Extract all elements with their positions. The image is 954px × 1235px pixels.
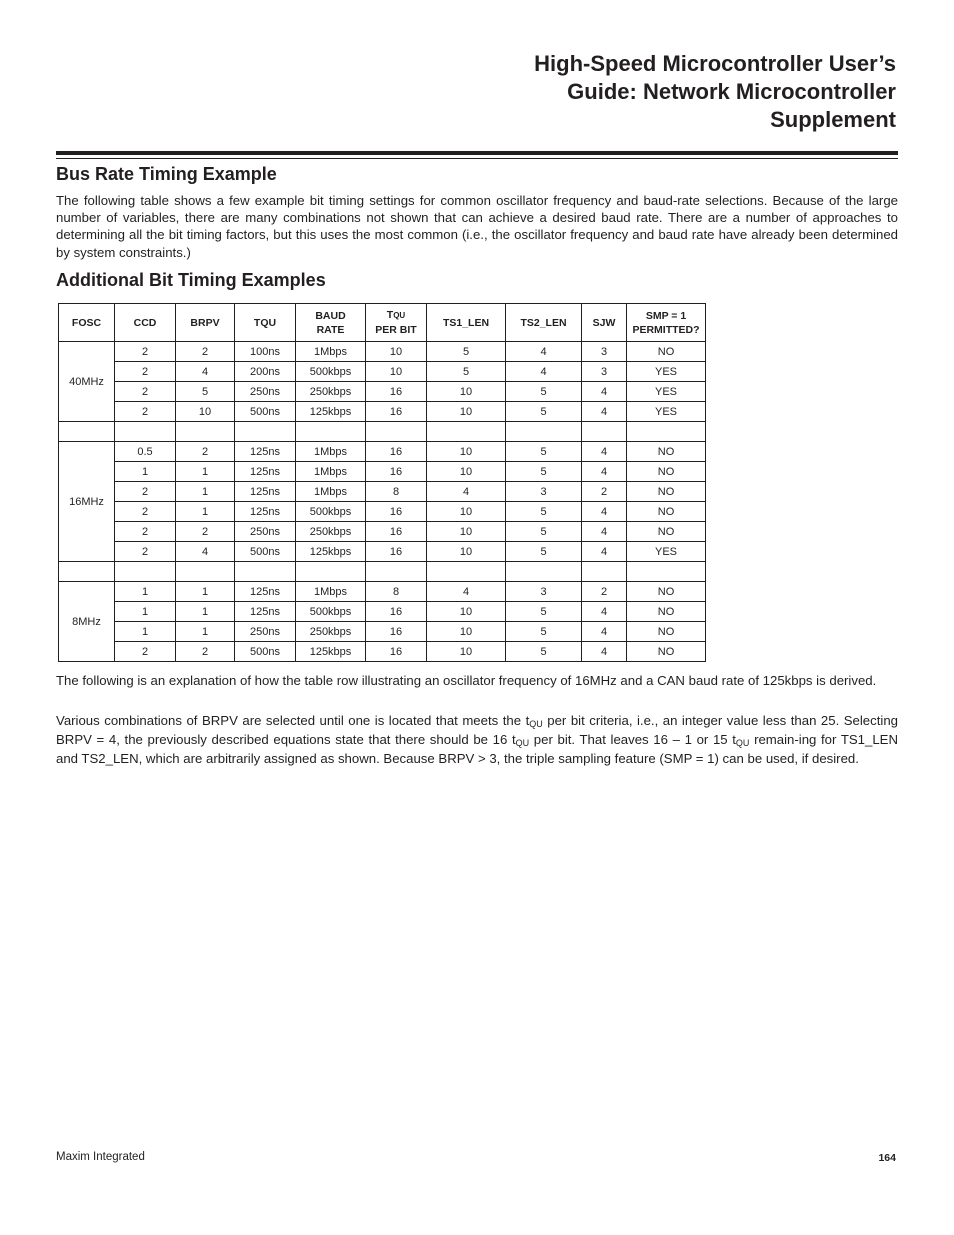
table-row xyxy=(59,622,706,642)
header-ccd: CCD xyxy=(115,304,176,342)
table-cell: 1Mbps xyxy=(296,342,366,362)
header-baud-line1: BAUD xyxy=(315,309,346,322)
empty-cell xyxy=(627,422,706,442)
table-cell: 10 xyxy=(176,402,235,422)
table-cell: NO xyxy=(627,502,706,522)
empty-cell xyxy=(366,562,427,582)
table-cell: 5 xyxy=(506,402,582,422)
table-cell: 5 xyxy=(506,602,582,622)
table-cell: 2 xyxy=(115,502,176,522)
document-title-line2: Guide: Network Microcontroller xyxy=(567,79,896,104)
table-cell: 0.5 xyxy=(115,442,176,462)
explanation-paragraph-2 xyxy=(56,712,898,768)
table-cell: 125ns xyxy=(235,442,296,462)
table-cell: 2 xyxy=(115,482,176,502)
table-spacer-row xyxy=(59,422,706,442)
table-cell: 250ns xyxy=(235,382,296,402)
table-cell: 5 xyxy=(506,622,582,642)
table-cell: 250kbps xyxy=(296,622,366,642)
table-cell: 1Mbps xyxy=(296,582,366,602)
subscript-qu: QU xyxy=(529,719,543,729)
table-cell: 1 xyxy=(176,602,235,622)
table-cell: YES xyxy=(627,542,706,562)
table-cell: 2 xyxy=(115,522,176,542)
footer-company: Maxim Integrated xyxy=(56,1151,145,1163)
table-cell: 5 xyxy=(506,442,582,462)
table-cell: 1 xyxy=(176,462,235,482)
table-cell: 8 xyxy=(366,482,427,502)
table-cell: 2 xyxy=(176,342,235,362)
table-cell: 2 xyxy=(115,402,176,422)
table-cell: NO xyxy=(627,602,706,622)
table-cell: 125kbps xyxy=(296,402,366,422)
table-cell: 10 xyxy=(427,642,506,662)
table-cell: 2 xyxy=(582,582,627,602)
empty-cell xyxy=(59,422,115,442)
table-row xyxy=(59,602,706,622)
table-cell: 10 xyxy=(366,342,427,362)
table-cell: 2 xyxy=(582,482,627,502)
explanation-paragraph-1: The following is an explanation of how the table row illustrating an oscillator frequency of 16MHz and a CAN baud rate of 125kbps is derived. xyxy=(56,673,877,688)
table-cell: 5 xyxy=(506,642,582,662)
header-tqu-per-bit-line2: PER BIT xyxy=(375,324,417,336)
table-cell: 125ns xyxy=(235,602,296,622)
table-cell: 3 xyxy=(582,362,627,382)
table-cell: 500kbps xyxy=(296,602,366,622)
table-cell: 16 xyxy=(366,602,427,622)
intro-paragraph: The following table shows a few example bit timing settings for common oscillator frequency and baud-rate selections. Because of the large number of variables, there are many combinations not shown that can achieve a desired baud rate. There are a number of approaches to determining all the bit timing factors, but this uses the most common (i.e., the oscillator frequency and baud rate have already been determined by system constraints.) xyxy=(56,193,898,260)
table-cell: NO xyxy=(627,522,706,542)
table-cell: 2 xyxy=(115,342,176,362)
table-cell: 10 xyxy=(427,382,506,402)
explanation-text-a: Various combinations of BRPV are selected until one is located that meets the t xyxy=(56,713,530,728)
table-cell: 4 xyxy=(506,362,582,382)
table-cell: 5 xyxy=(506,502,582,522)
table-cell: 10 xyxy=(427,622,506,642)
empty-cell xyxy=(506,422,582,442)
table-cell: 3 xyxy=(506,482,582,502)
table-cell: 125ns xyxy=(235,482,296,502)
table-cell: 16 xyxy=(366,402,427,422)
table-row xyxy=(59,522,706,542)
table-cell: 500ns xyxy=(235,402,296,422)
table-cell: 4 xyxy=(506,342,582,362)
header-ts1-len: TS1_LEN xyxy=(427,304,506,342)
table-cell: 1 xyxy=(176,482,235,502)
header-smp-permitted xyxy=(627,304,706,342)
table-cell: 4 xyxy=(176,542,235,562)
table-cell: 5 xyxy=(427,362,506,382)
table-cell: 1 xyxy=(115,462,176,482)
table-cell: 250ns xyxy=(235,522,296,542)
table-cell: 5 xyxy=(176,382,235,402)
table-cell: 16 xyxy=(366,642,427,662)
header-baud-rate xyxy=(296,304,366,342)
table-cell: 10 xyxy=(427,502,506,522)
table-cell: 500kbps xyxy=(296,362,366,382)
empty-cell xyxy=(296,422,366,442)
fosc-cell: 40MHz xyxy=(59,342,115,422)
empty-cell xyxy=(427,422,506,442)
table-cell: 10 xyxy=(427,442,506,462)
table-cell: 4 xyxy=(582,502,627,522)
table-cell: NO xyxy=(627,462,706,482)
table-row xyxy=(59,642,706,662)
table-cell: 125ns xyxy=(235,502,296,522)
table-cell: 250kbps xyxy=(296,522,366,542)
table-cell: 100ns xyxy=(235,342,296,362)
empty-cell xyxy=(582,422,627,442)
explanation-text-d: remain-ing for TS1_LEN and TS2_LEN, which are arbitrarily assigned as shown. Because BRPV > 3, the triple sampling feature (SMP = 1) can be used, if desired. xyxy=(56,732,898,767)
table-cell: 250kbps xyxy=(296,382,366,402)
table-cell: 1 xyxy=(115,622,176,642)
table-cell: 4 xyxy=(582,622,627,642)
empty-cell xyxy=(366,422,427,442)
table-cell: 10 xyxy=(427,522,506,542)
explanation-text-b: per bit criteria, i.e., an integer value less than 25. Selecting BRPV = 4, the previously described equations state that there should be 16 t xyxy=(56,713,899,748)
empty-cell xyxy=(59,562,115,582)
table-cell: YES xyxy=(627,402,706,422)
table-cell: NO xyxy=(627,482,706,502)
table-row xyxy=(59,502,706,522)
page-number: 164 xyxy=(878,1152,896,1164)
table-row xyxy=(59,362,706,382)
table-cell: 1Mbps xyxy=(296,462,366,482)
explanation-text-c: per bit. That leaves 16 – 1 or 15 t xyxy=(529,732,736,748)
table-cell: 16 xyxy=(366,542,427,562)
table-cell: 500ns xyxy=(235,642,296,662)
header-tqu: TQU xyxy=(235,304,296,342)
table-cell: 2 xyxy=(176,522,235,542)
table-cell: 1 xyxy=(115,602,176,622)
table-cell: 8 xyxy=(366,582,427,602)
subscript-qu: QU xyxy=(735,738,750,749)
empty-cell xyxy=(235,422,296,442)
table-cell: 2 xyxy=(176,642,235,662)
table-cell: 10 xyxy=(427,462,506,482)
table-cell: 10 xyxy=(427,402,506,422)
title-rule-thin xyxy=(56,158,898,159)
empty-cell xyxy=(506,562,582,582)
table-cell: 16 xyxy=(366,502,427,522)
table-spacer-row xyxy=(59,562,706,582)
empty-cell xyxy=(427,562,506,582)
empty-cell xyxy=(582,562,627,582)
table-cell: 3 xyxy=(506,582,582,602)
table-cell: 5 xyxy=(506,382,582,402)
header-baud-line2: RATE xyxy=(316,323,345,336)
empty-cell xyxy=(115,422,176,442)
table-cell: 16 xyxy=(366,622,427,642)
table-cell: 2 xyxy=(115,542,176,562)
empty-cell xyxy=(627,562,706,582)
table-cell: 2 xyxy=(115,642,176,662)
table-cell: 1 xyxy=(176,582,235,602)
table-cell: NO xyxy=(627,582,706,602)
table-cell: 4 xyxy=(582,402,627,422)
document-title xyxy=(296,50,896,134)
header-tqu-per-bit-t: T xyxy=(386,309,394,321)
empty-cell xyxy=(176,562,235,582)
table-cell: 125kbps xyxy=(296,642,366,662)
table-cell: 4 xyxy=(582,382,627,402)
table-cell: 500ns xyxy=(235,542,296,562)
table-cell: 1Mbps xyxy=(296,482,366,502)
table-cell: 10 xyxy=(427,542,506,562)
table-cell: 10 xyxy=(366,362,427,382)
table-row xyxy=(59,542,706,562)
header-ts2-len: TS2_LEN xyxy=(506,304,582,342)
table-cell: 4 xyxy=(582,522,627,542)
table-cell: 10 xyxy=(427,602,506,622)
empty-cell xyxy=(296,562,366,582)
table-cell: YES xyxy=(627,382,706,402)
table-cell: 5 xyxy=(506,542,582,562)
table-cell: 1 xyxy=(115,582,176,602)
header-smp-line2: PERMITTED? xyxy=(632,323,700,336)
header-tqu-per-bit xyxy=(366,304,427,342)
section-heading-additional: Additional Bit Timing Examples xyxy=(56,270,326,290)
table-cell: 200ns xyxy=(235,362,296,382)
table-cell: 2 xyxy=(115,382,176,402)
section-heading-bus-rate: Bus Rate Timing Example xyxy=(56,164,277,184)
bit-timing-table xyxy=(58,303,706,662)
table-row xyxy=(59,382,706,402)
table-cell: 4 xyxy=(582,442,627,462)
table-cell: 4 xyxy=(176,362,235,382)
table-cell: YES xyxy=(627,362,706,382)
table-row xyxy=(59,582,706,602)
table-cell: 3 xyxy=(582,342,627,362)
header-tqu-per-bit-sub: QU xyxy=(393,311,406,320)
table-row xyxy=(59,402,706,422)
table-cell: 125ns xyxy=(235,582,296,602)
table-cell: 16 xyxy=(366,522,427,542)
table-cell: 4 xyxy=(582,462,627,482)
table-cell: 16 xyxy=(366,382,427,402)
table-row xyxy=(59,442,706,462)
table-cell: 16 xyxy=(366,442,427,462)
header-smp-line1: SMP = 1 xyxy=(645,309,687,322)
table-header-row xyxy=(59,304,706,342)
table-cell: 2 xyxy=(176,442,235,462)
table-cell: 5 xyxy=(427,342,506,362)
table-cell: 5 xyxy=(506,462,582,482)
table-cell: 4 xyxy=(582,602,627,622)
table-cell: 4 xyxy=(427,582,506,602)
table-cell: 500kbps xyxy=(296,502,366,522)
table-cell: 125ns xyxy=(235,462,296,482)
document-title-line1: High-Speed Microcontroller User’s xyxy=(534,51,896,76)
table-cell: 4 xyxy=(427,482,506,502)
table-cell: 1 xyxy=(176,622,235,642)
table-row xyxy=(59,342,706,362)
header-fosc: FOSC xyxy=(59,304,115,342)
table-cell: NO xyxy=(627,622,706,642)
document-title-line3: Supplement xyxy=(770,107,896,132)
subscript-qu: QU xyxy=(515,738,530,749)
table-cell: 1 xyxy=(176,502,235,522)
header-sjw: SJW xyxy=(582,304,627,342)
fosc-cell: 8MHz xyxy=(59,582,115,662)
table-cell: 5 xyxy=(506,522,582,542)
table-cell: NO xyxy=(627,442,706,462)
table-cell: 4 xyxy=(582,542,627,562)
empty-cell xyxy=(115,562,176,582)
table-row xyxy=(59,462,706,482)
table-body xyxy=(59,342,706,662)
table-cell: 125kbps xyxy=(296,542,366,562)
table-cell: NO xyxy=(627,342,706,362)
title-rule-thick xyxy=(56,151,898,155)
table-cell: 2 xyxy=(115,362,176,382)
table-cell: 1Mbps xyxy=(296,442,366,462)
header-brpv: BRPV xyxy=(176,304,235,342)
fosc-cell: 16MHz xyxy=(59,442,115,562)
table-cell: 250ns xyxy=(235,622,296,642)
empty-cell xyxy=(176,422,235,442)
table-cell: 16 xyxy=(366,462,427,482)
empty-cell xyxy=(235,562,296,582)
table-cell: NO xyxy=(627,642,706,662)
table-cell: 4 xyxy=(582,642,627,662)
table-row xyxy=(59,482,706,502)
